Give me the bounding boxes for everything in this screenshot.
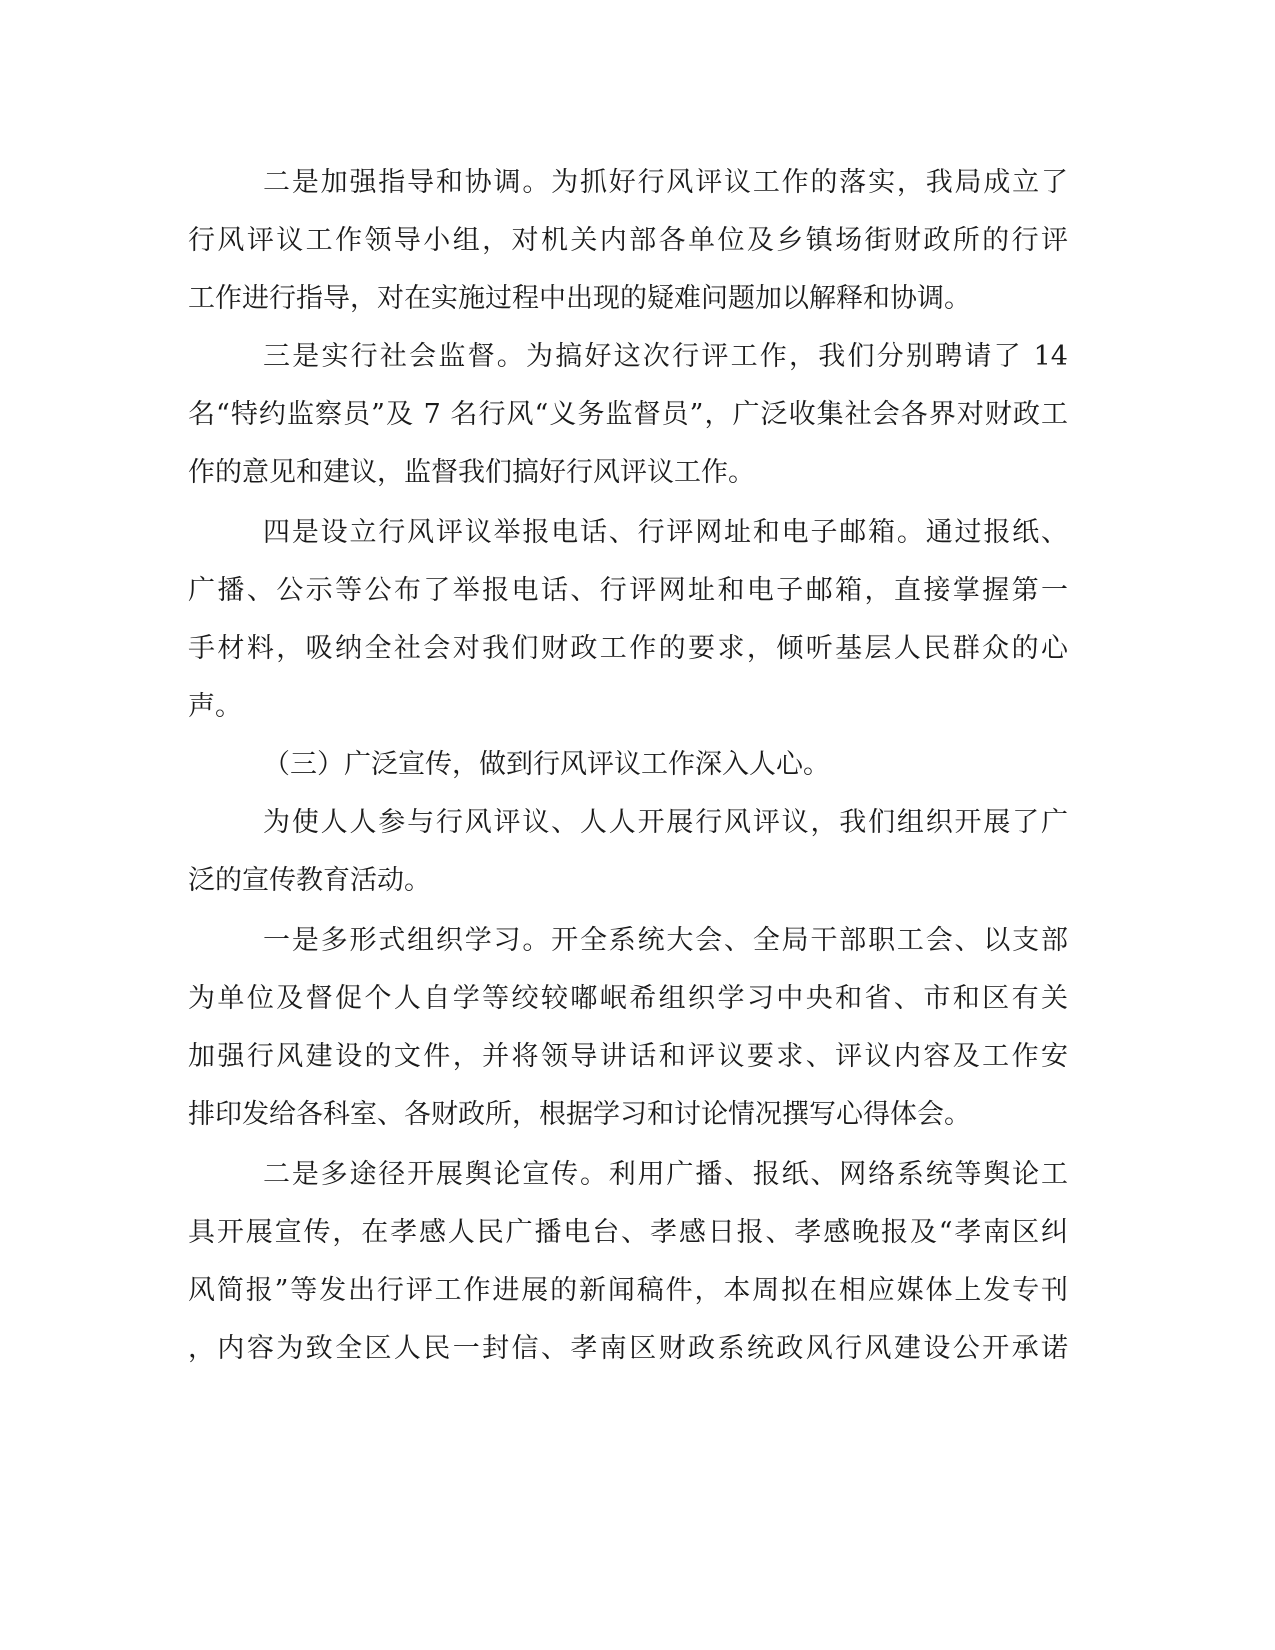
paragraph-supervision-line-2: 名“特约监察员”及 7 名行风“义务监督员”，广泛收集社会各界对财政工 [188,399,1068,430]
paragraph-media-line-3: 风简报”等发出行评工作进展的新闻稿件，本周拟在相应媒体上发专刊 [188,1275,1068,1306]
paragraph-study-line-2: 为单位及督促个人自学等绞较嘟岷希组织学习中央和省、市和区有关 [188,983,1068,1014]
paragraph-supervision-line-1: 三是实行社会监督。为搞好这次行评工作，我们分别聘请了 14 [263,341,1068,372]
paragraph-publicity-intro-line-2: 泛的宣传教育活动。 [188,865,431,896]
paragraph-media-line-4: ，内容为致全区人民一封信、孝南区财政系统政风行风建设公开承诺 [188,1333,1068,1364]
paragraph-guidance-line-3: 工作进行指导，对在实施过程中出现的疑难问题加以解释和协调。 [188,283,971,314]
paragraph-media-line-1: 二是多途径开展舆论宣传。利用广播、报纸、网络系统等舆论工 [263,1159,1068,1190]
paragraph-study-line-1: 一是多形式组织学习。开全系统大会、全局干部职工会、以支部 [263,925,1068,956]
paragraph-supervision-line-3: 作的意见和建议，监督我们搞好行风评议工作。 [188,457,755,488]
paragraph-hotline-line-1: 四是设立行风评议举报电话、行评网址和电子邮箱。通过报纸、 [263,517,1068,548]
paragraph-study-line-4: 排印发给各科室、各财政所，根据学习和讨论情况撰写心得体会。 [188,1099,971,1130]
section-heading-publicity: （三）广泛宣传，做到行风评议工作深入人心。 [263,749,830,780]
paragraph-publicity-intro-line-1: 为使人人参与行风评议、人人开展行风评议，我们组织开展了广 [263,807,1068,838]
paragraph-guidance-line-2: 行风评议工作领导小组，对机关内部各单位及乡镇场街财政所的行评 [188,225,1068,256]
paragraph-hotline-line-3: 手材料，吸纳全社会对我们财政工作的要求，倾听基层人民群众的心 [188,633,1068,664]
paragraph-guidance-line-1: 二是加强指导和协调。为抓好行风评议工作的落实，我局成立了 [263,167,1068,198]
paragraph-media-line-2: 具开展宣传，在孝感人民广播电台、孝感日报、孝感晚报及“孝南区纠 [188,1217,1068,1248]
paragraph-study-line-3: 加强行风建设的文件，并将领导讲话和评议要求、评议内容及工作安 [188,1041,1068,1072]
paragraph-hotline-line-4: 声。 [188,691,242,722]
paragraph-hotline-line-2: 广播、公示等公布了举报电话、行评网址和电子邮箱，直接掌握第一 [188,575,1068,606]
